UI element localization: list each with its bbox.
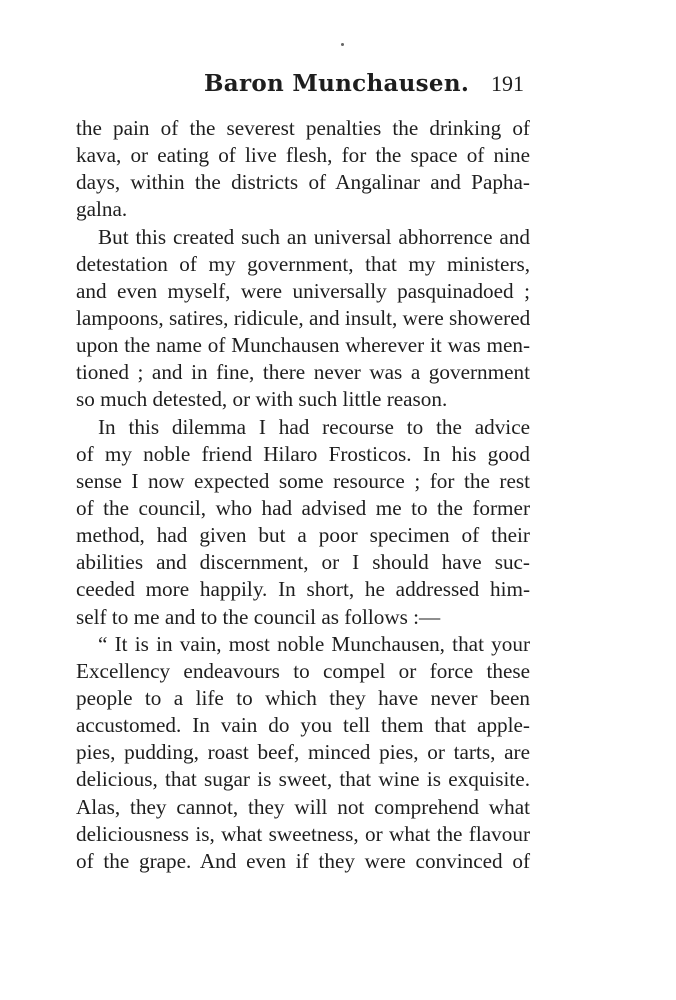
text-line: kava, or eating of live flesh, for the space of nine bbox=[76, 143, 530, 168]
text-line: abilities and discernment, or I should have suc- bbox=[76, 550, 530, 575]
text-line: delicious, that sugar is sweet, that wine is exquisite. bbox=[76, 767, 530, 792]
paragraph bbox=[76, 224, 530, 414]
text-line: tioned ; and in fine, there never was a government bbox=[76, 360, 530, 385]
text-line: of the grape. And even if they were convinced of bbox=[76, 848, 530, 873]
text-line: people to a life to which they have never been bbox=[76, 685, 530, 710]
text-line: of my noble friend Hilaro Frosticos. In his good bbox=[76, 441, 530, 466]
running-title: Baron Munchausen. bbox=[204, 70, 470, 97]
text-line: pies, pudding, roast beef, minced pies, or tarts, are bbox=[76, 740, 530, 765]
page-number: 191 bbox=[491, 71, 524, 96]
text-line: Excellency endeavours to compel or force these bbox=[76, 658, 530, 683]
text-line: lampoons, satires, ridicule, and insult, were showered bbox=[76, 305, 531, 330]
text-line: method, had given but a poor specimen of their bbox=[76, 523, 530, 548]
text-line: But this created such an universal abhorrence and bbox=[98, 224, 530, 249]
text-line: In this dilemma I had recourse to the advice bbox=[98, 414, 530, 439]
text-line: ceeded more happily. In short, he addressed him- bbox=[76, 577, 530, 602]
text-line: galna. bbox=[76, 197, 128, 222]
body-text bbox=[76, 115, 530, 875]
text-line: sense I now expected some resource ; for the rest bbox=[76, 468, 530, 493]
text-line: Alas, they cannot, they will not comprehend what bbox=[76, 794, 530, 819]
running-head bbox=[76, 68, 526, 104]
text-line: days, within the districts of Angalinar and Papha- bbox=[76, 170, 530, 195]
text-line: and even myself, were universally pasquinadoed ; bbox=[76, 278, 530, 303]
paragraph bbox=[76, 414, 530, 631]
text-line: deliciousness is, what sweetness, or what the flavour bbox=[76, 821, 530, 846]
text-line: “ It is in vain, most noble Munchausen, that your bbox=[98, 631, 530, 656]
text-line: detestation of my government, that my ministers, bbox=[76, 251, 530, 276]
text-line: so much detested, or with such little reason. bbox=[76, 387, 448, 412]
paragraph bbox=[76, 631, 530, 875]
text-line: accustomed. In vain do you tell them that apple- bbox=[76, 713, 530, 738]
print-speck bbox=[341, 43, 344, 46]
text-line: self to me and to the council as follows :— bbox=[76, 604, 441, 629]
text-line: the pain of the severest penalties the drinking of bbox=[76, 116, 530, 140]
paragraph bbox=[76, 115, 530, 224]
text-line: of the council, who had advised me to the former bbox=[76, 495, 530, 520]
text-line: upon the name of Munchausen wherever it was men- bbox=[76, 333, 530, 358]
